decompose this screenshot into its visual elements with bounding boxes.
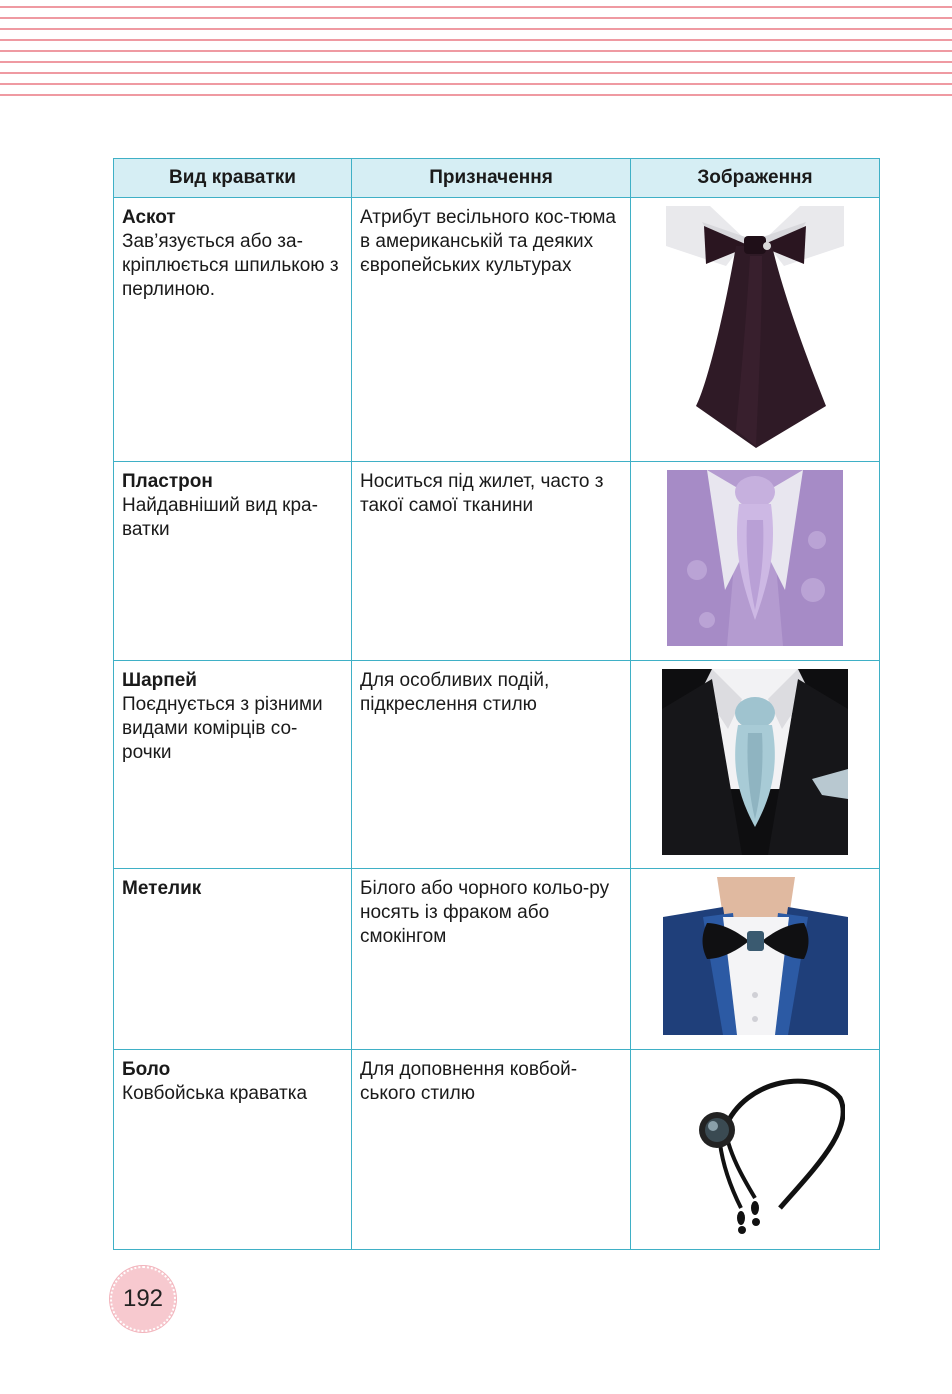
purpose-cell: Атрибут весільного кос-тюма в американській та деяких європейських культурах [352,198,631,462]
tie-types-table [113,158,880,1250]
tie-name: Пластрон [122,471,213,492]
image-cell [631,1050,880,1250]
header-purpose: Призначення [352,159,631,198]
table-row [114,198,880,462]
header-tie-type: Вид краватки [114,159,352,198]
bolo-tie-photo [665,1058,845,1238]
tie-description: Найдавніший вид кра-ватки [122,495,318,540]
tie-name: Шарпей [122,670,197,691]
ascot-tie-photo [666,206,844,448]
purpose-cell: Для доповнення ковбой-ського стилю [352,1050,631,1250]
bow-tie-photo [663,877,848,1035]
image-cell [631,661,880,869]
tie-type-cell [114,661,352,869]
page-number: 192 [110,1266,176,1332]
header-image: Зображення [631,159,880,198]
tie-type-cell [114,1050,352,1250]
table-row [114,462,880,661]
sharpei-tie-photo [662,669,848,855]
image-cell [631,869,880,1050]
tie-type-cell [114,198,352,462]
table-row [114,661,880,869]
tie-name: Метелик [122,878,202,899]
table-row [114,869,880,1050]
tie-description: Зав’язується або за-кріплюється шпилькою з перлиною. [122,231,339,300]
purpose-cell: Білого або чорного кольо-ру носять із фраком або смокінгом [352,869,631,1050]
tie-name: Боло [122,1059,171,1080]
tie-description: Ковбойська краватка [122,1083,308,1104]
image-cell [631,462,880,661]
header-rule-lines [0,0,952,110]
tie-description: Поєднується з різними видами комірців со-рочки [122,694,323,763]
table-row [114,1050,880,1250]
tie-name: Аскот [122,207,176,228]
tie-type-cell [114,869,352,1050]
plastron-tie-photo [667,470,843,646]
table-header-row [114,159,880,198]
purpose-cell: Для особливих подій, підкреслення стилю [352,661,631,869]
image-cell [631,198,880,462]
purpose-cell: Носиться під жилет, часто з такої самої тканини [352,462,631,661]
tie-type-cell [114,462,352,661]
